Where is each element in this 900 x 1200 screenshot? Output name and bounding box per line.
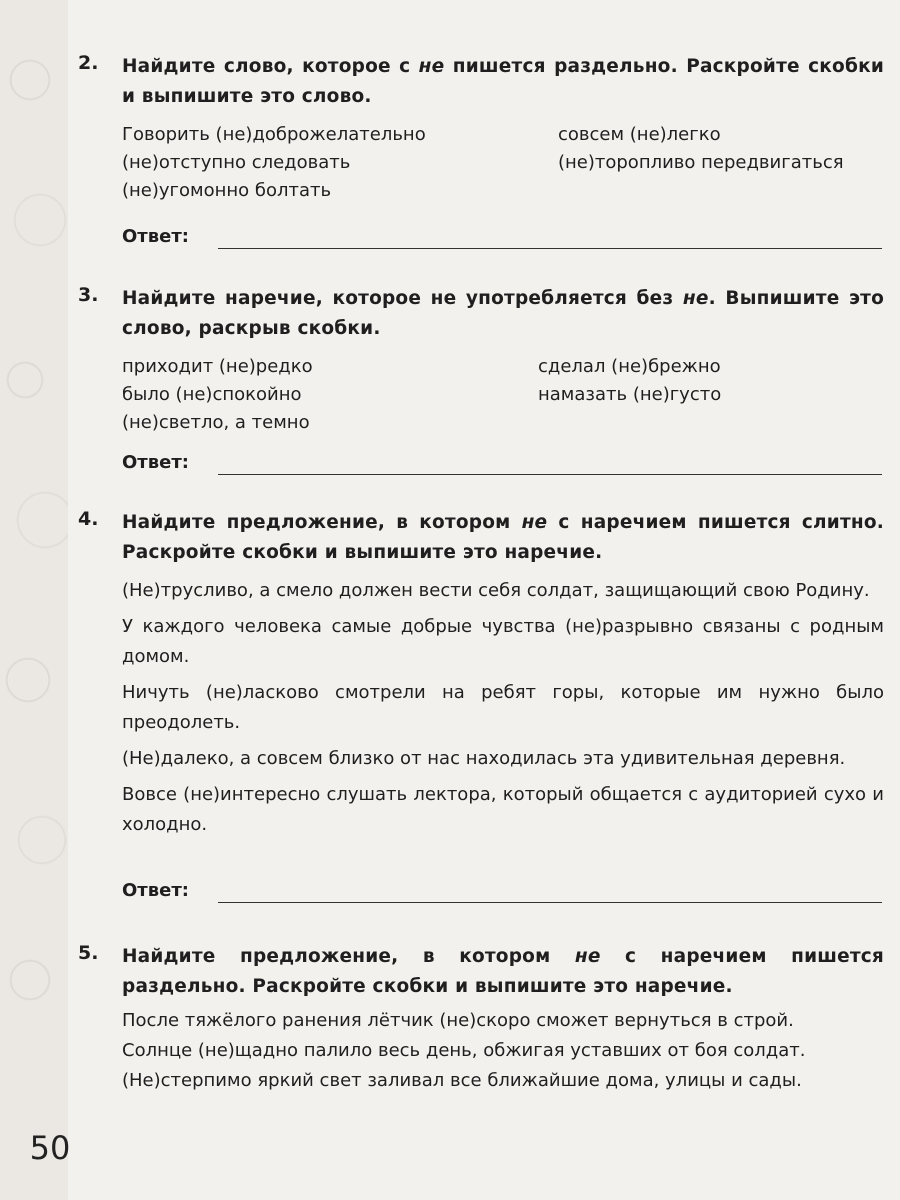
task-prompt: Найдите предложение, в котором не с наречием пишется слитно. Раскройте скобки и выпишите это наречие.	[122, 512, 885, 563]
task-number: 2.	[78, 52, 99, 74]
option: (не)угомонно болтать	[122, 180, 332, 201]
sentence: Солнце (не)щадно палило весь день, обжигая уставших от боя солдат.	[122, 1040, 806, 1061]
task-5	[78, 942, 884, 1096]
option: (не)торопливо передвигаться	[558, 152, 844, 173]
task-4	[78, 508, 885, 901]
answer-label: Ответ:	[122, 452, 189, 473]
answer-line[interactable]	[218, 474, 882, 475]
option: приходит (не)редко	[122, 356, 313, 377]
sentence-list	[78, 1006, 884, 1096]
sentence: У каждого человека самые добрые чувства (не)разрывно связаны с родным домом.	[122, 616, 884, 667]
task-3	[78, 284, 884, 473]
option: сделал (не)брежно	[538, 356, 721, 377]
page-number: 50	[29, 1129, 71, 1167]
task-number: 5.	[78, 942, 99, 964]
sentence: Ничуть (не)ласково смотрели на ребят горы, которые им нужно было преодолеть.	[122, 682, 884, 733]
answer-line[interactable]	[218, 902, 882, 903]
option: было (не)спокойно	[122, 384, 302, 405]
sentence: После тяжёлого ранения лётчик (не)скоро сможет вернуться в строй.	[122, 1010, 794, 1031]
task-number: 4.	[78, 508, 99, 530]
option: (не)отступно следовать	[122, 152, 351, 173]
task-prompt: Найдите предложение, в котором не с наречием пишется раздельно. Раскройте скобки и выпишите это наречие.	[122, 946, 884, 997]
task-prompt: Найдите наречие, которое не употребляется без не. Выпишите это слово, раскрыв скобки.	[122, 288, 884, 339]
sentence: (Не)далеко, а совсем близко от нас находилась эта удивительная деревня.	[122, 748, 846, 769]
answer-line[interactable]	[218, 248, 882, 249]
option: намазать (не)густо	[538, 384, 722, 405]
option: (не)светло, а темно	[122, 412, 310, 433]
answer-label: Ответ:	[122, 880, 189, 901]
task-2	[78, 52, 884, 247]
sentence: Вовсе (не)интересно слушать лектора, который общается с аудиторией сухо и холодно.	[122, 784, 884, 835]
option: Говорить (не)доброжелательно	[122, 124, 426, 145]
options	[122, 124, 884, 224]
sentence: (Не)стерпимо яркий свет заливал все ближайшие дома, улицы и сады.	[122, 1070, 802, 1091]
sentence-list	[78, 576, 884, 840]
sentence: (Не)трусливо, а смело должен вести себя солдат, защищающий свою Родину.	[122, 580, 870, 601]
task-prompt: Найдите слово, которое с не пишется раздельно. Раскройте скобки и выпишите это слово.	[122, 56, 884, 107]
answer-label: Ответ:	[122, 226, 189, 247]
option: совсем (не)легко	[558, 124, 721, 145]
options	[122, 356, 884, 456]
task-number: 3.	[78, 284, 99, 306]
